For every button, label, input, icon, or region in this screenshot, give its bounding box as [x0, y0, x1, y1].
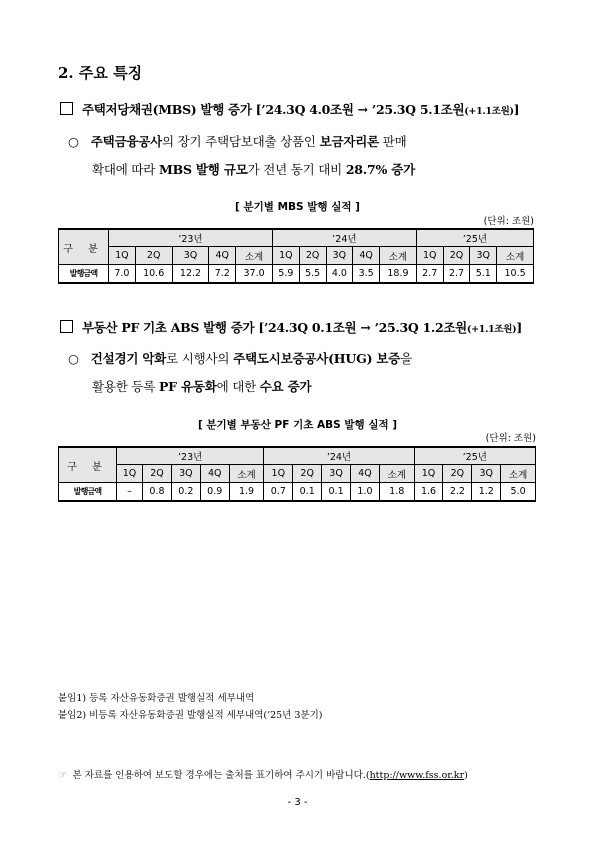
quarter-header: 3Q [472, 465, 501, 483]
quarter-header: 2Q [443, 465, 472, 483]
year-header: ’23년 [109, 229, 273, 247]
mbs-bullet-agency: 주택금융공사 [90, 134, 162, 149]
value-cell: 0.1 [293, 483, 322, 502]
abs-bullet-text: 활용한 등록 [92, 379, 159, 394]
value-cell: 0.2 [171, 483, 200, 502]
mbs-bullet-text: 의 장기 주택담보대출 상품인 [161, 134, 320, 149]
value-cell: 1.0 [351, 483, 380, 502]
quarter-header: 1Q [414, 465, 443, 483]
section-title: 2. 주요 특징 [58, 64, 143, 82]
mbs-header-text: 주택저당채권(MBS) 발행 증가 [’24.3Q 4.0조원 → ’25.3Q 5.1조원 [82, 102, 465, 117]
quarter-header: 2Q [293, 465, 322, 483]
mbs-bullet [68, 128, 415, 184]
quarter-header: 1Q [264, 465, 293, 483]
abs-table-title: [ 분기별 부동산 PF 기초 ABS 발행 실적 ] [197, 419, 398, 431]
value-cell: 18.9 [380, 265, 417, 284]
quarter-header: 3Q [470, 247, 497, 265]
value-cell: 2.7 [443, 265, 470, 284]
quarter-header: 1Q [416, 247, 443, 265]
page-number: - 3 - [287, 797, 308, 808]
value-cell: 1.6 [414, 483, 443, 502]
quarter-header: 4Q [353, 247, 380, 265]
year-header: ’24년 [264, 447, 414, 465]
appendix-item-1: 붙임1) 등록 자산유동화증권 발행실적 세부내역 [58, 693, 255, 704]
mbs-header-close: ] [513, 102, 520, 117]
fss-link[interactable]: http://www.fss.or.kr [369, 770, 465, 781]
mbs-bullet-growth: 28.7% 증가 [345, 162, 416, 177]
mbs-unit: (단위: 조원) [483, 216, 534, 227]
abs-bullet-text: 에 대한 [216, 379, 260, 394]
quarter-header: 2Q [443, 247, 470, 265]
subtotal-header: 소계 [380, 247, 417, 265]
row-label: 발행금액 [59, 483, 117, 502]
value-cell: 5.5 [299, 265, 326, 284]
quarter-header: 1Q [117, 465, 143, 483]
value-cell: 1.8 [379, 483, 414, 502]
subtotal-header: 소계 [236, 247, 273, 265]
abs-bullet-subject: PF 유동화 [158, 379, 217, 394]
abs-header [60, 318, 522, 336]
circle-bullet-icon: ○ [68, 134, 79, 149]
value-cell: 37.0 [236, 265, 273, 284]
value-cell: 0.8 [143, 483, 172, 502]
value-cell: 7.2 [209, 265, 236, 284]
value-cell: 12.2 [172, 265, 209, 284]
abs-bullet-demand: 수요 증가 [259, 379, 312, 394]
value-cell: 1.9 [229, 483, 264, 502]
circle-bullet-icon: ○ [68, 351, 79, 366]
subtotal-header: 소계 [379, 465, 414, 483]
quarter-header: 3Q [172, 247, 209, 265]
abs-header-text: 부동산 PF 기초 ABS 발행 증가 [’24.3Q 0.1조원 → ’25.3Q 1.2조원 [82, 320, 467, 335]
abs-bullet-cause: 건설경기 악화 [90, 351, 167, 366]
value-cell: 2.2 [443, 483, 472, 502]
appendix-item-2: 붙임2) 비등록 자산유동화증권 발행실적 세부내역(’25년 3분기) [58, 710, 323, 721]
mbs-header [60, 100, 519, 118]
quarter-header: 4Q [351, 465, 380, 483]
mbs-bullet-text: 가 전년 동기 대비 [247, 162, 346, 177]
quarter-header: 2Q [143, 465, 172, 483]
year-header: ’24년 [272, 229, 416, 247]
abs-header-close: ] [516, 320, 522, 335]
quarter-header: 3Q [171, 465, 200, 483]
value-cell: 0.7 [264, 483, 293, 502]
year-header: ’25년 [416, 229, 533, 247]
value-cell: – [117, 483, 143, 502]
value-cell: 5.1 [470, 265, 497, 284]
quarter-header: 4Q [200, 465, 229, 483]
year-header: ’25년 [414, 447, 535, 465]
abs-bullet-text: 을 [400, 351, 413, 366]
square-bullet-icon [60, 320, 73, 333]
quarter-header: 2Q [135, 247, 172, 265]
value-cell: 7.0 [109, 265, 136, 284]
quarter-header: 2Q [299, 247, 326, 265]
citation-close: ) [464, 770, 468, 781]
mbs-bullet-subject: MBS 발행 규모 [158, 162, 248, 177]
quarter-header: 3Q [322, 465, 351, 483]
subtotal-header: 소계 [229, 465, 264, 483]
value-cell: 5.0 [501, 483, 536, 502]
gubun-header: 구 분 [59, 447, 117, 483]
mbs-bullet-product: 보금자리론 [319, 134, 379, 149]
year-header: ’23년 [117, 447, 264, 465]
quarter-header: 1Q [109, 247, 136, 265]
quarter-header: 3Q [326, 247, 353, 265]
pointing-hand-icon: ☞ [58, 770, 67, 781]
mbs-table-title: [ 분기별 MBS 발행 실적 ] [235, 201, 360, 213]
value-cell: 10.5 [497, 265, 534, 284]
quarter-header: 4Q [209, 247, 236, 265]
abs-table [58, 446, 536, 502]
value-cell: 4.0 [326, 265, 353, 284]
value-cell: 2.7 [416, 265, 443, 284]
gubun-header: 구 분 [59, 229, 109, 265]
abs-header-note: (+1.1조원) [466, 324, 517, 335]
value-cell: 5.9 [272, 265, 299, 284]
citation-text: 본 자료를 인용하여 보도할 경우에는 출처를 표기하여 주시기 바랍니다.( [72, 770, 370, 781]
quarter-header: 1Q [272, 247, 299, 265]
value-cell: 0.1 [322, 483, 351, 502]
value-cell: 1.2 [472, 483, 501, 502]
mbs-bullet-text: 판매 [378, 134, 407, 149]
subtotal-header: 소계 [501, 465, 536, 483]
value-cell: 0.9 [200, 483, 229, 502]
square-bullet-icon [60, 102, 73, 115]
citation-notice [58, 767, 468, 781]
row-label: 발행금액 [59, 265, 109, 284]
abs-unit: (단위: 조원) [485, 433, 536, 444]
value-cell: 3.5 [353, 265, 380, 284]
value-cell: 10.6 [135, 265, 172, 284]
mbs-bullet-text: 확대에 따라 [92, 162, 159, 177]
mbs-table [58, 228, 534, 284]
abs-bullet-text: 로 시행사의 [166, 351, 234, 366]
abs-bullet-guarantee: 주택도시보증공사(HUG) 보증 [233, 351, 401, 366]
subtotal-header: 소계 [497, 247, 534, 265]
abs-bullet [68, 345, 412, 401]
mbs-header-note: (+1.1조원) [464, 106, 514, 117]
